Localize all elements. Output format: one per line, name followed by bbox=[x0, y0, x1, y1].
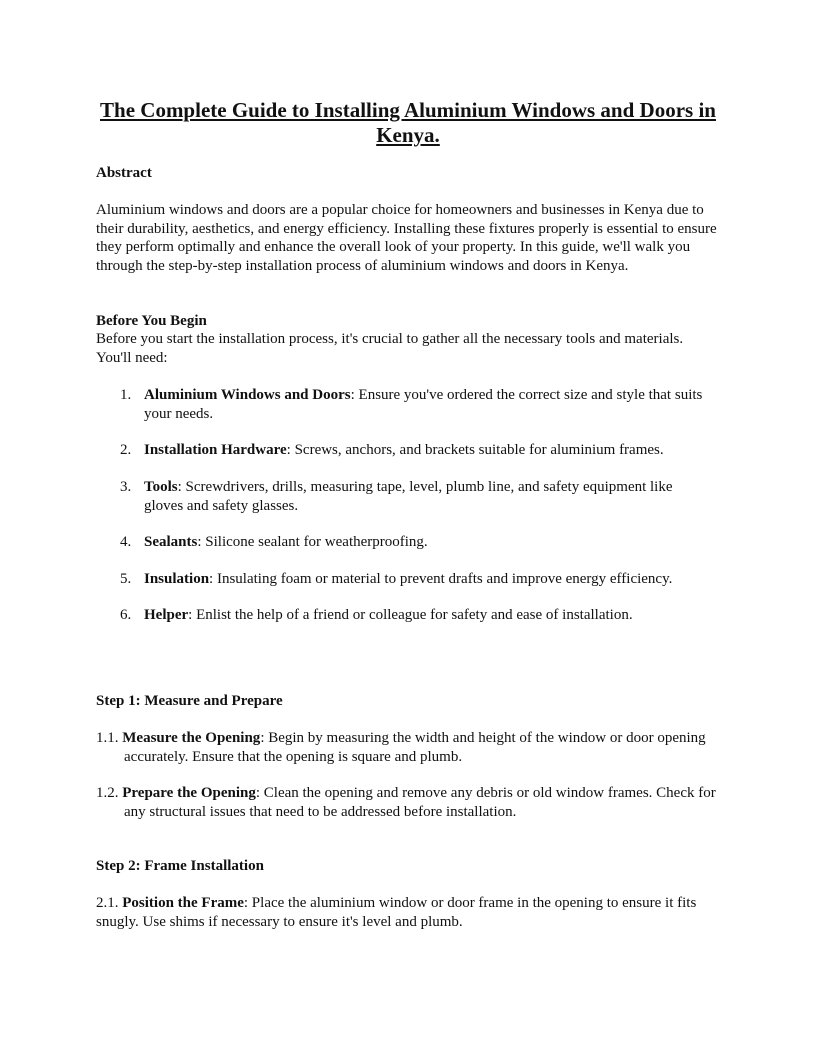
step-term: Measure the Opening bbox=[122, 730, 261, 746]
step-term: Prepare the Opening bbox=[122, 785, 256, 801]
step-desc: : Clean the opening and remove any debris or old window frames. Check for any structural issues that need to be addressed before installation. bbox=[124, 785, 716, 820]
step-term: Position the Frame bbox=[122, 895, 244, 911]
step-item bbox=[96, 729, 720, 766]
step2-heading: Step 2: Frame Installation bbox=[96, 858, 264, 874]
list-desc: : Ensure you've ordered the correct size and style that suits your needs. bbox=[144, 387, 703, 422]
list-term: Tools bbox=[144, 479, 178, 495]
list-term: Sealants bbox=[144, 534, 198, 550]
list-term: Insulation bbox=[144, 571, 210, 587]
list-number: 4. bbox=[120, 534, 132, 550]
list-desc: : Silicone sealant for weatherproofing. bbox=[197, 534, 428, 550]
abstract-text: Aluminium windows and doors are a popular choice for homeowners and businesses in Kenya due to their durability, aesthetics, and energy efficiency. Installing these fixtures properly is essential to ensure they perform optimally and enhance the overall look of your property. In this guide, we'll walk you through the step-by-step installation process of aluminium windows and doors in Kenya. bbox=[96, 202, 717, 274]
step-number: 2.1. bbox=[96, 895, 123, 911]
list-number: 3. bbox=[120, 479, 132, 495]
list-number: 5. bbox=[120, 571, 132, 587]
list-desc: : Screws, anchors, and brackets suitable for aluminium frames. bbox=[286, 442, 664, 458]
list-desc: : Enlist the help of a friend or colleague for safety and ease of installation. bbox=[188, 607, 633, 623]
list-number: 1. bbox=[120, 387, 132, 403]
list-number: 6. bbox=[120, 607, 132, 623]
before-intro: Before you start the installation process, it's crucial to gather all the necessary tools and materials. You'll need: bbox=[96, 331, 684, 366]
step-number: 1.1. bbox=[96, 730, 123, 746]
step1-heading: Step 1: Measure and Prepare bbox=[96, 693, 283, 709]
step-desc: : Place the aluminium window or door frame in the opening to ensure it fits snugly. Use shims if necessary to ensure it's level and plumb. bbox=[96, 895, 697, 930]
list-number: 2. bbox=[120, 442, 132, 458]
list-term: Aluminium Windows and Doors bbox=[144, 387, 351, 403]
document-title: The Complete Guide to Installing Aluminium Windows and Doors in Kenya. bbox=[100, 98, 716, 147]
list-term: Installation Hardware bbox=[144, 442, 287, 458]
list-desc: : Insulating foam or material to prevent drafts and improve energy efficiency. bbox=[209, 571, 673, 587]
step-item bbox=[96, 784, 720, 821]
step-desc: : Begin by measuring the width and height of the window or door opening accurately. Ensure that the opening is square and plumb. bbox=[124, 730, 706, 765]
list-term: Helper bbox=[144, 607, 189, 623]
before-heading: Before You Begin bbox=[96, 313, 207, 329]
list-desc: : Screwdrivers, drills, measuring tape, level, plumb line, and safety equipment like gloves and safety glasses. bbox=[144, 479, 673, 514]
step-item bbox=[96, 894, 720, 931]
abstract-heading: Abstract bbox=[96, 165, 152, 181]
step-number: 1.2. bbox=[96, 785, 123, 801]
